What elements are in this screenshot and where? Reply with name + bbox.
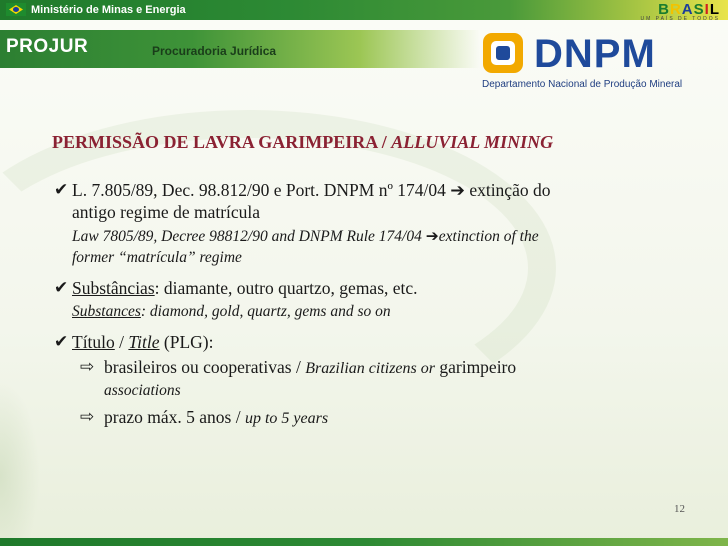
substances-list: : diamante, outro quartzo, gemas, etc. <box>154 278 418 298</box>
dnpm-caption: Departamento Nacional de Produção Mineral <box>482 79 683 90</box>
title-heading <box>72 331 700 353</box>
projur-title: PROJUR <box>6 36 89 57</box>
checkmark-icon: ✔ <box>54 278 69 297</box>
bullet-text-en <box>72 226 700 247</box>
brasil-letter: L <box>709 1 720 18</box>
brazil-flag-icon <box>6 3 26 16</box>
page-number: 12 <box>674 503 685 515</box>
bullet-text-en-cont: former “matrícula” regime <box>72 249 242 266</box>
bullet-text-pt-cont: antigo regime de matrícula <box>72 202 261 222</box>
bullet-substances <box>30 277 700 322</box>
checkmark-icon: ✔ <box>54 332 69 351</box>
projur-banner <box>0 30 480 68</box>
term-en: up to 5 years <box>244 410 329 427</box>
brasil-letter: B <box>658 1 670 18</box>
substances-list-en: : diamond, gold, quartz, gems and so on <box>140 303 391 320</box>
substances-label: Substâncias <box>72 278 155 298</box>
brasil-letter: I <box>704 1 710 18</box>
dnpm-wordmark: DNPM <box>534 32 656 76</box>
title-label: Título <box>72 332 115 352</box>
slide-title <box>52 132 553 153</box>
title-separator: / <box>114 332 129 352</box>
eligibility-line <box>104 356 700 380</box>
top-banner <box>0 0 728 20</box>
legislation-result-en: extinction of the <box>438 228 539 245</box>
checkmark-icon: ✔ <box>54 180 69 199</box>
eligibility-en: Brazilian citizens or <box>305 360 435 377</box>
legislation-text-en: Law 7805/89, Decree 98812/90 and DNPM Rule 174/04 <box>72 228 426 245</box>
ministry-text: Ministério de Minas e Energia <box>31 3 186 16</box>
hollow-arrow-icon: ⇨ <box>80 407 95 426</box>
brasil-letter: A <box>681 1 694 18</box>
eligibility-pt2: garimpeiro <box>434 357 517 377</box>
dnpm-logo-mark-icon <box>482 32 524 74</box>
substances-text-en <box>72 301 700 322</box>
term-pt: prazo máx. 5 anos / <box>104 407 245 427</box>
title-english: ALLUVIAL MINING <box>391 132 554 152</box>
title-label-en: Title <box>128 332 160 352</box>
bullet-legislation <box>30 179 700 268</box>
bullet-title <box>30 331 700 353</box>
brasil-letter: R <box>669 1 682 18</box>
hollow-arrow-icon: ⇨ <box>80 357 95 376</box>
projur-subtitle: Procuradoria Jurídica <box>152 44 277 58</box>
arrow-right-icon: ➔ <box>425 228 439 245</box>
slide-content <box>30 179 700 430</box>
title-portuguese: PERMISSÃO DE LAVRA GARIMPEIRA / <box>52 132 392 152</box>
bullet-text-pt <box>72 179 700 201</box>
ministry-label <box>6 3 186 16</box>
eligibility-en-cont: associations <box>104 382 181 399</box>
brasil-letter: S <box>693 1 705 18</box>
title-plg: (PLG): <box>159 332 214 352</box>
bottom-banner <box>0 538 728 546</box>
sub-bullet-eligibility <box>30 356 700 401</box>
substances-text-pt <box>72 277 700 299</box>
dnpm-logo <box>480 30 720 94</box>
term-line <box>104 406 700 430</box>
legislation-text: L. 7.805/89, Dec. 98.812/90 e Port. DNPM nº 174/04 <box>72 180 451 200</box>
eligibility-pt: brasileiros ou cooperativas / <box>104 357 306 377</box>
legislation-result: extinção do <box>464 180 551 200</box>
substances-label-en: Substances <box>72 303 141 320</box>
sub-bullet-term <box>30 406 700 430</box>
arrow-right-icon: ➔ <box>450 180 465 200</box>
brasil-tagline: UM PAÍS DE TODOS <box>640 16 720 22</box>
